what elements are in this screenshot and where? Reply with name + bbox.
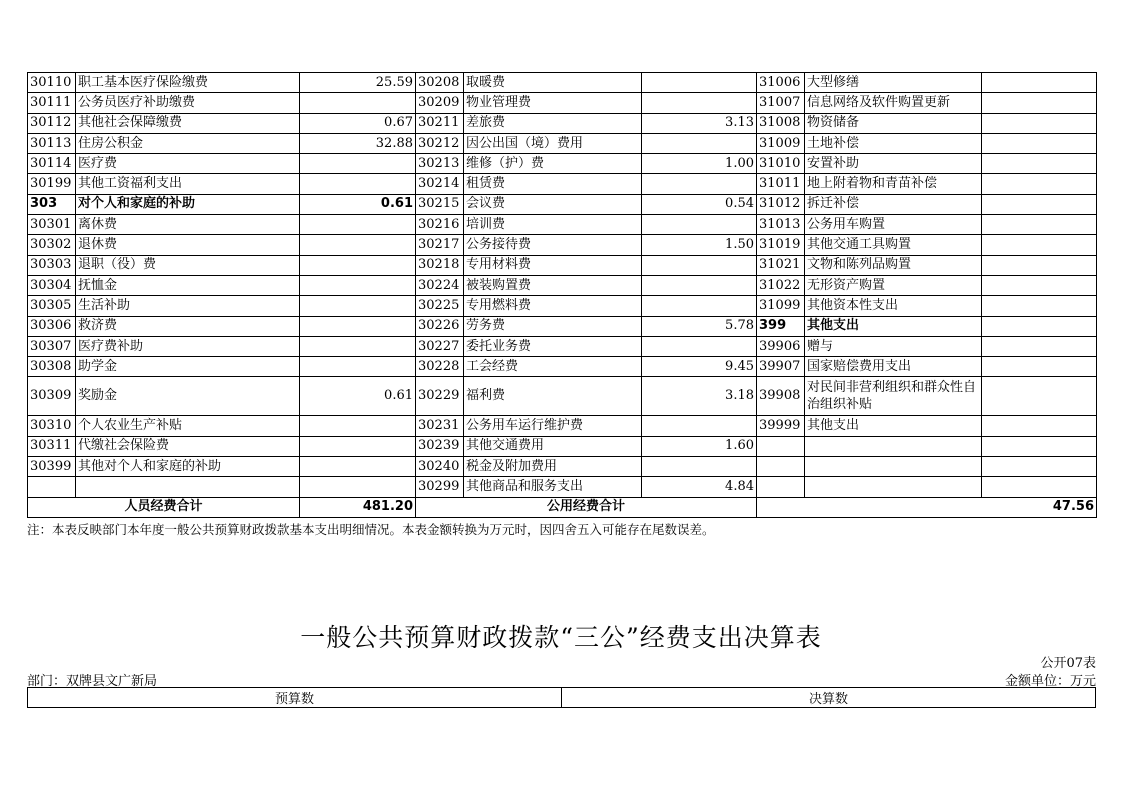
amount-cell xyxy=(982,133,1097,153)
amount-cell xyxy=(300,255,416,275)
item-cell: 公务用车运行维护费 xyxy=(464,416,642,436)
amount-cell: 0.67 xyxy=(300,113,416,133)
code-cell: 30301 xyxy=(28,215,76,235)
item-cell: 因公出国（境）费用 xyxy=(464,133,642,153)
table-row xyxy=(28,194,1097,214)
item-cell: 其他商品和服务支出 xyxy=(464,477,642,497)
code-cell: 31099 xyxy=(757,296,805,316)
code-cell: 30306 xyxy=(28,316,76,336)
item-cell: 其他社会保障缴费 xyxy=(76,113,300,133)
amount-cell: 4.84 xyxy=(642,477,757,497)
amount-cell xyxy=(300,436,416,456)
amount-cell xyxy=(300,296,416,316)
table-row xyxy=(28,316,1097,336)
amount-cell xyxy=(982,93,1097,113)
table-note: 注：本表反映部门本年度一般公共预算财政拨款基本支出明细情况。本表金额转换为万元时，因四舍五入可能存在尾数误差。 xyxy=(27,522,715,537)
code-cell: 31019 xyxy=(757,235,805,255)
amount-cell xyxy=(300,275,416,295)
item-cell: 差旅费 xyxy=(464,113,642,133)
table-row xyxy=(28,477,1097,497)
amount-cell xyxy=(982,416,1097,436)
table-body xyxy=(28,73,1097,498)
amount-cell xyxy=(300,336,416,356)
code-cell: 31011 xyxy=(757,174,805,194)
code-cell: 30308 xyxy=(28,357,76,377)
code-cell: 30112 xyxy=(28,113,76,133)
amount-cell xyxy=(982,477,1097,497)
code-cell: 30225 xyxy=(416,296,464,316)
amount-cell xyxy=(982,73,1097,93)
item-cell: 取暖费 xyxy=(464,73,642,93)
code-cell: 30303 xyxy=(28,255,76,275)
table-row xyxy=(28,336,1097,356)
table-row xyxy=(28,296,1097,316)
code-cell: 31021 xyxy=(757,255,805,275)
item-cell: 公务员医疗补助缴费 xyxy=(76,93,300,113)
code-cell: 30211 xyxy=(416,113,464,133)
item-cell: 医疗费 xyxy=(76,154,300,174)
code-cell: 30299 xyxy=(416,477,464,497)
code-cell: 31006 xyxy=(757,73,805,93)
amount-cell xyxy=(982,316,1097,336)
amount-cell xyxy=(982,174,1097,194)
code-cell: 39907 xyxy=(757,357,805,377)
item-cell: 工会经费 xyxy=(464,357,642,377)
item-cell: 其他资本性支出 xyxy=(805,296,982,316)
code-cell: 30212 xyxy=(416,133,464,153)
amount-cell xyxy=(982,436,1097,456)
table-row xyxy=(28,73,1097,93)
item-cell: 其他工资福利支出 xyxy=(76,174,300,194)
item-cell xyxy=(76,477,300,497)
code-cell: 30111 xyxy=(28,93,76,113)
amount-cell xyxy=(982,215,1097,235)
table-row xyxy=(28,377,1097,416)
item-cell: 专用燃料费 xyxy=(464,296,642,316)
amount-cell xyxy=(642,133,757,153)
item-cell: 物业管理费 xyxy=(464,93,642,113)
amount-cell xyxy=(982,113,1097,133)
code-cell: 30208 xyxy=(416,73,464,93)
amount-cell xyxy=(642,296,757,316)
code-cell xyxy=(28,477,76,497)
item-cell: 对民间非营利组织和群众性自治组织补贴 xyxy=(805,377,982,416)
amount-cell xyxy=(982,235,1097,255)
code-cell: 30217 xyxy=(416,235,464,255)
table-row xyxy=(28,457,1097,477)
item-cell: 代缴社会保险费 xyxy=(76,436,300,456)
amount-cell xyxy=(300,357,416,377)
table-row xyxy=(28,275,1097,295)
code-cell: 30224 xyxy=(416,275,464,295)
item-cell: 维修（护）费 xyxy=(464,154,642,174)
code-cell: 31010 xyxy=(757,154,805,174)
item-cell: 生活补助 xyxy=(76,296,300,316)
table-row xyxy=(28,215,1097,235)
code-cell: 30231 xyxy=(416,416,464,436)
code-cell: 30309 xyxy=(28,377,76,416)
item-cell: 其他对个人和家庭的补助 xyxy=(76,457,300,477)
amount-cell xyxy=(300,174,416,194)
amount-cell xyxy=(642,174,757,194)
item-cell: 其他交通费用 xyxy=(464,436,642,456)
item-cell: 福利费 xyxy=(464,377,642,416)
item-cell: 被装购置费 xyxy=(464,275,642,295)
code-cell: 31022 xyxy=(757,275,805,295)
code-cell: 30114 xyxy=(28,154,76,174)
code-cell: 30240 xyxy=(416,457,464,477)
item-cell: 医疗费补助 xyxy=(76,336,300,356)
amount-cell xyxy=(982,296,1097,316)
amount-cell xyxy=(300,416,416,436)
item-cell: 抚恤金 xyxy=(76,275,300,295)
amount-cell xyxy=(982,154,1097,174)
code-cell: 30229 xyxy=(416,377,464,416)
item-cell: 其他支出 xyxy=(805,416,982,436)
amount-cell xyxy=(642,416,757,436)
amount-cell xyxy=(982,377,1097,416)
amount-cell xyxy=(300,215,416,235)
code-cell: 30311 xyxy=(28,436,76,456)
code-cell: 30215 xyxy=(416,194,464,214)
budget-column-header: 预算数 xyxy=(28,688,562,708)
item-cell: 信息网络及软件购置更新 xyxy=(805,93,982,113)
amount-cell xyxy=(642,336,757,356)
personnel-total-label: 人员经费合计 xyxy=(28,497,300,517)
item-cell: 住房公积金 xyxy=(76,133,300,153)
code-cell: 30218 xyxy=(416,255,464,275)
code-cell: 303 xyxy=(28,194,76,214)
table-row xyxy=(28,357,1097,377)
code-cell: 31012 xyxy=(757,194,805,214)
item-cell: 租赁费 xyxy=(464,174,642,194)
item-cell: 救济费 xyxy=(76,316,300,336)
item-cell: 对个人和家庭的补助 xyxy=(76,194,300,214)
public-total-value: 47.56 xyxy=(757,497,1097,517)
item-cell: 职工基本医疗保险缴费 xyxy=(76,73,300,93)
item-cell xyxy=(805,436,982,456)
amount-cell xyxy=(642,93,757,113)
item-cell: 税金及附加费用 xyxy=(464,457,642,477)
item-cell: 退职（役）费 xyxy=(76,255,300,275)
code-cell: 39906 xyxy=(757,336,805,356)
amount-cell: 5.78 xyxy=(642,316,757,336)
code-cell: 30310 xyxy=(28,416,76,436)
form-number: 公开07表 xyxy=(1040,656,1096,671)
table-row xyxy=(28,416,1097,436)
item-cell xyxy=(805,457,982,477)
final-column-header: 决算数 xyxy=(562,688,1096,708)
table-row xyxy=(28,133,1097,153)
code-cell: 39908 xyxy=(757,377,805,416)
amount-cell: 3.13 xyxy=(642,113,757,133)
code-cell: 30113 xyxy=(28,133,76,153)
code-cell: 399 xyxy=(757,316,805,336)
item-cell: 赠与 xyxy=(805,336,982,356)
amount-cell: 1.00 xyxy=(642,154,757,174)
item-cell: 委托业务费 xyxy=(464,336,642,356)
item-cell: 土地补偿 xyxy=(805,133,982,153)
amount-cell xyxy=(300,93,416,113)
code-cell: 31007 xyxy=(757,93,805,113)
item-cell: 个人农业生产补贴 xyxy=(76,416,300,436)
item-cell: 奖励金 xyxy=(76,377,300,416)
code-cell: 39999 xyxy=(757,416,805,436)
section-title: 一般公共预算财政拨款“三公”经费支出决算表 xyxy=(300,623,822,652)
table-row xyxy=(28,93,1097,113)
amount-cell xyxy=(642,275,757,295)
code-cell: 30228 xyxy=(416,357,464,377)
item-cell: 文物和陈列品购置 xyxy=(805,255,982,275)
table-row xyxy=(28,436,1097,456)
amount-cell xyxy=(642,215,757,235)
amount-cell: 25.59 xyxy=(300,73,416,93)
amount-cell: 0.54 xyxy=(642,194,757,214)
item-cell: 培训费 xyxy=(464,215,642,235)
amount-cell: 32.88 xyxy=(300,133,416,153)
code-cell: 30209 xyxy=(416,93,464,113)
item-cell: 会议费 xyxy=(464,194,642,214)
item-cell: 其他支出 xyxy=(805,316,982,336)
table-row xyxy=(28,255,1097,275)
expense-detail-table xyxy=(27,72,1097,518)
code-cell: 30302 xyxy=(28,235,76,255)
item-cell: 劳务费 xyxy=(464,316,642,336)
code-cell: 30226 xyxy=(416,316,464,336)
item-cell: 离休费 xyxy=(76,215,300,235)
code-cell: 30239 xyxy=(416,436,464,456)
code-cell: 30227 xyxy=(416,336,464,356)
amount-cell: 1.50 xyxy=(642,235,757,255)
amount-cell: 0.61 xyxy=(300,194,416,214)
item-cell: 大型修缮 xyxy=(805,73,982,93)
amount-cell xyxy=(642,255,757,275)
item-cell: 其他交通工具购置 xyxy=(805,235,982,255)
totals-row xyxy=(28,497,1097,517)
department-label: 部门：双牌县文广新局 xyxy=(27,674,158,689)
public-total-label: 公用经费合计 xyxy=(416,497,757,517)
amount-cell xyxy=(300,235,416,255)
item-cell: 拆迁补偿 xyxy=(805,194,982,214)
code-cell: 30399 xyxy=(28,457,76,477)
item-cell: 无形资产购置 xyxy=(805,275,982,295)
item-cell: 公务接待费 xyxy=(464,235,642,255)
amount-cell: 3.18 xyxy=(642,377,757,416)
amount-cell xyxy=(982,194,1097,214)
code-cell: 30307 xyxy=(28,336,76,356)
amount-cell: 0.61 xyxy=(300,377,416,416)
code-cell: 30216 xyxy=(416,215,464,235)
table-row xyxy=(28,113,1097,133)
unit-label: 金额单位：万元 xyxy=(1004,674,1096,689)
amount-cell xyxy=(642,457,757,477)
header-row xyxy=(28,688,1096,708)
item-cell xyxy=(805,477,982,497)
item-cell: 退休费 xyxy=(76,235,300,255)
amount-cell xyxy=(982,457,1097,477)
amount-cell xyxy=(982,336,1097,356)
amount-cell xyxy=(982,255,1097,275)
amount-cell: 1.60 xyxy=(642,436,757,456)
code-cell: 30110 xyxy=(28,73,76,93)
item-cell: 助学金 xyxy=(76,357,300,377)
code-cell: 30305 xyxy=(28,296,76,316)
item-cell: 国家赔偿费用支出 xyxy=(805,357,982,377)
code-cell: 30214 xyxy=(416,174,464,194)
code-cell: 31009 xyxy=(757,133,805,153)
item-cell: 专用材料费 xyxy=(464,255,642,275)
item-cell: 物资储备 xyxy=(805,113,982,133)
amount-cell: 9.45 xyxy=(642,357,757,377)
item-cell: 安置补助 xyxy=(805,154,982,174)
code-cell: 30304 xyxy=(28,275,76,295)
code-cell: 30199 xyxy=(28,174,76,194)
amount-cell xyxy=(300,477,416,497)
three-public-table xyxy=(27,687,1096,708)
personnel-total-value: 481.20 xyxy=(300,497,416,517)
amount-cell xyxy=(982,275,1097,295)
code-cell: 30213 xyxy=(416,154,464,174)
item-cell: 公务用车购置 xyxy=(805,215,982,235)
amount-cell xyxy=(300,457,416,477)
code-cell: 31008 xyxy=(757,113,805,133)
table-row xyxy=(28,154,1097,174)
amount-cell xyxy=(982,357,1097,377)
amount-cell xyxy=(300,154,416,174)
amount-cell xyxy=(642,73,757,93)
code-cell xyxy=(757,477,805,497)
code-cell xyxy=(757,457,805,477)
item-cell: 地上附着物和青苗补偿 xyxy=(805,174,982,194)
amount-cell xyxy=(300,316,416,336)
code-cell: 31013 xyxy=(757,215,805,235)
table-row xyxy=(28,174,1097,194)
table-row xyxy=(28,235,1097,255)
code-cell xyxy=(757,436,805,456)
